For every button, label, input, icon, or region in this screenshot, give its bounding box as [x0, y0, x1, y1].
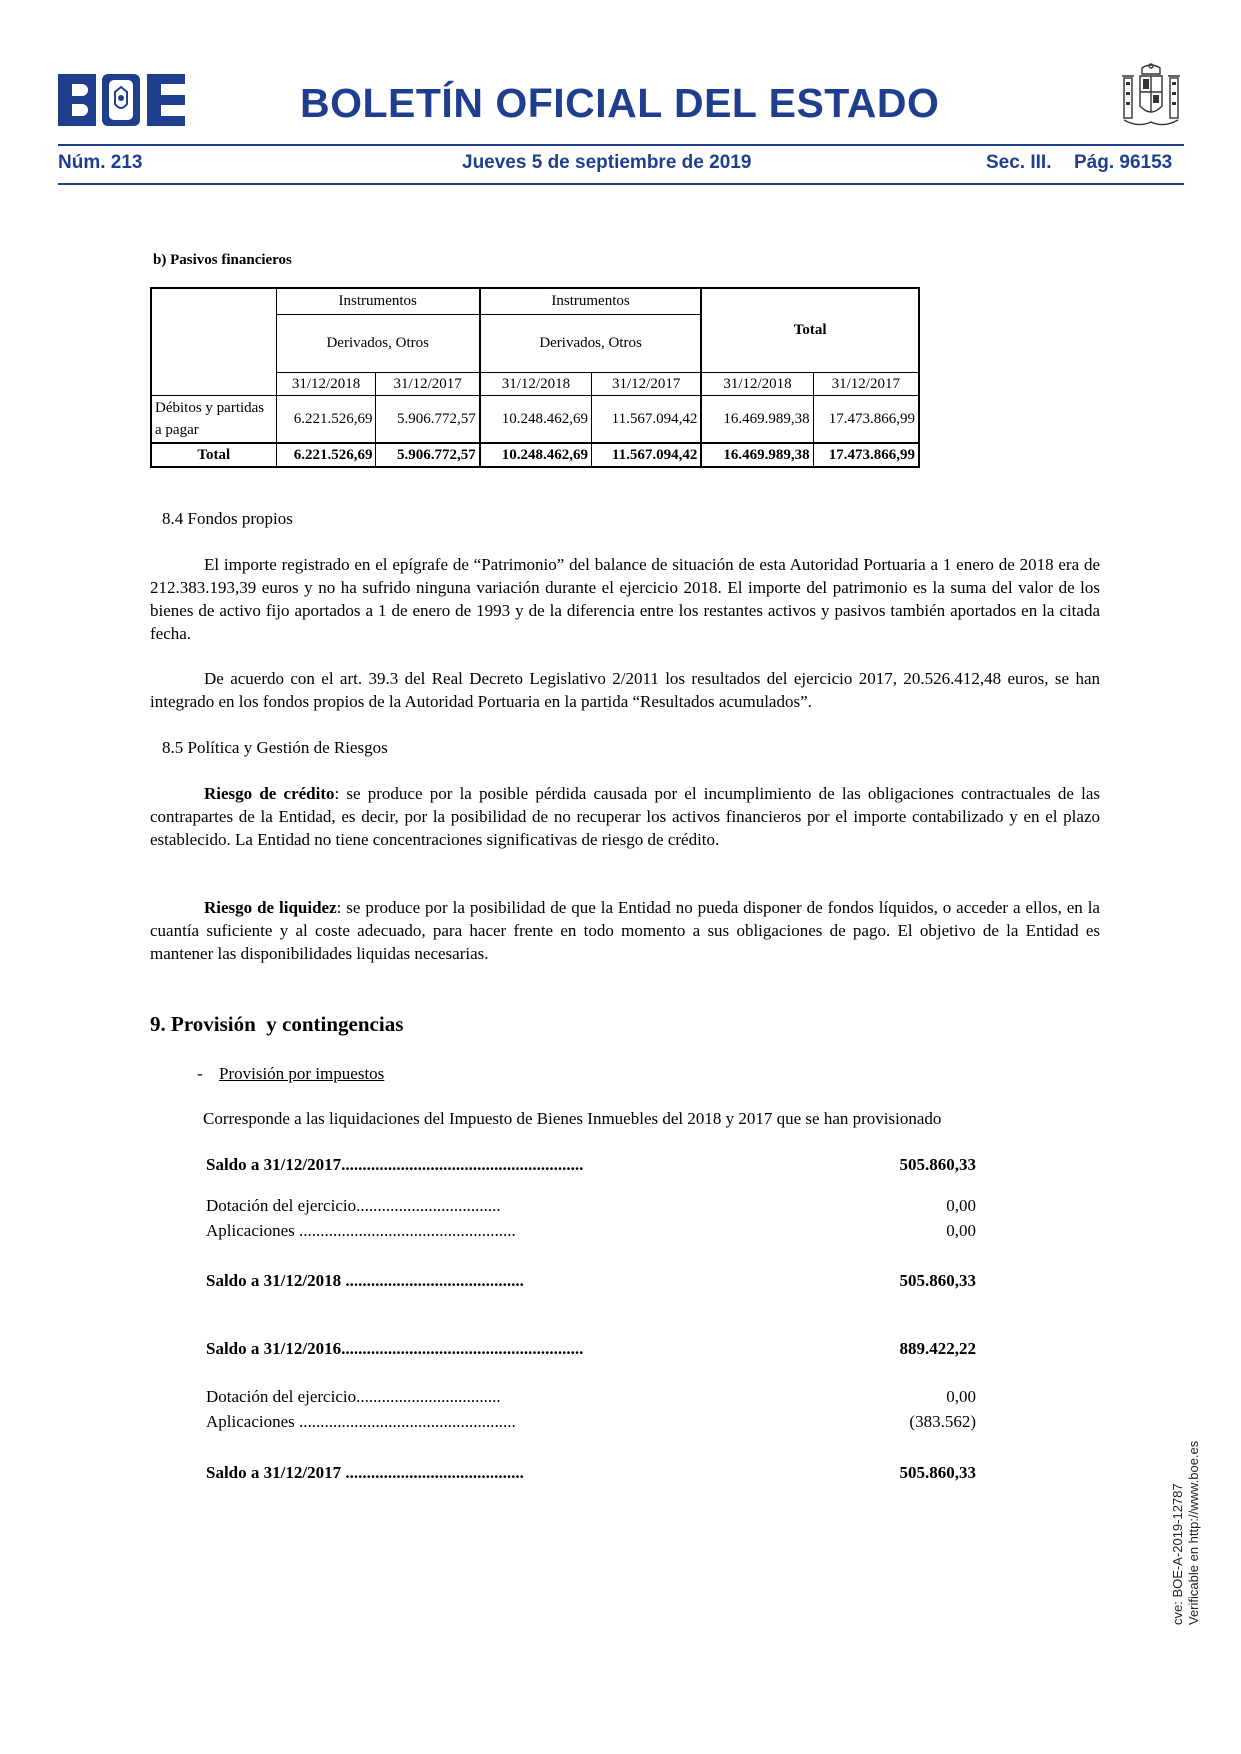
paragraph-text: : se produce por la posible pérdida causada por el incumplimiento de las obligaciones contractuales de las contrapartes de la Entidad, es decir, por la posibilidad de no recuperar los activos financieros por el importe contabilizado y en el plazo establecido. La Entidad no tiene concentraciones significativas de riesgo de crédito. — [150, 784, 1100, 849]
table-cell: 16.469.989,38 — [701, 395, 813, 443]
table-row-label: Débitos y partidas a pagar — [151, 395, 276, 443]
table-group-header: Instrumentos — [276, 288, 480, 314]
logo-letter-e — [147, 74, 185, 126]
header-rule-bottom — [58, 183, 1184, 185]
aplicaciones-value: 0,00 — [946, 1221, 976, 1240]
dotacion-label: Dotación del ejercicio.................................. — [206, 1196, 501, 1215]
table-total-cell: 6.221.526,69 — [276, 443, 376, 467]
table-total-cell: 11.567.094,42 — [592, 443, 702, 467]
paragraph-text: El importe registrado en el epígrafe de “Patrimonio” del balance de situación de esta Autoridad Portuaria a 1 enero de 2018 era de 212.383.193,39 euros y no ha sufrido ninguna variación durante el ejercicio 2018. El importe del patrimonio es la suma del valor de los bienes de activo fijo aportados a 1 de enero de 1993 y de la diferencia entre los restantes activos y pasivos también aportados en la citada fecha. — [150, 555, 1100, 643]
closing-balance-label: Saldo a 31/12/2017 .......................................... — [206, 1463, 524, 1482]
table-date-header: 31/12/2018 — [276, 372, 376, 395]
table-total-cell: 10.248.462,69 — [480, 443, 592, 467]
table-date-header: 31/12/2018 — [480, 372, 592, 395]
table-total-cell: 5.906.772,57 — [376, 443, 480, 467]
cve-code: cve: BOE-A-2019-12787 — [1170, 1483, 1185, 1625]
issue-date: Jueves 5 de septiembre de 2019 — [462, 152, 752, 173]
section-8-4-heading: 8.4 Fondos propios — [162, 509, 293, 528]
table-row — [151, 395, 919, 443]
liquidity-risk-paragraph — [150, 896, 1100, 965]
table-total-header: Total — [701, 288, 919, 372]
opening-balance-label: Saldo a 31/12/2017......................................................... — [206, 1155, 584, 1174]
closing-balance-value: 505.860,33 — [899, 1463, 976, 1482]
table-cell: 5.906.772,57 — [376, 395, 480, 443]
dotacion-value: 0,00 — [946, 1387, 976, 1406]
spain-coat-of-arms-icon — [1118, 62, 1184, 132]
liquidity-risk-term: Riesgo de liquidez — [204, 898, 337, 917]
opening-balance-value: 505.860,33 — [899, 1155, 976, 1174]
credit-risk-paragraph — [150, 782, 1100, 851]
list-dash: - — [197, 1064, 203, 1083]
table-subgroup-header: Derivados, Otros — [276, 314, 480, 372]
dotacion-value: 0,00 — [946, 1196, 976, 1215]
table-corner-cell — [151, 288, 276, 395]
table-caption: b) Pasivos financieros — [153, 252, 292, 268]
logo-letter-b — [58, 74, 96, 126]
table-cell: 17.473.866,99 — [813, 395, 919, 443]
page-number: Pág. 96153 — [1074, 152, 1173, 173]
verification-footer — [1170, 1441, 1202, 1625]
fondos-propios-paragraph-2 — [150, 667, 1100, 713]
aplicaciones-label: Aplicaciones ................................................... — [206, 1221, 516, 1240]
header-rule-top — [58, 144, 1184, 146]
table-total-row — [151, 443, 919, 467]
paragraph-text: : se produce por la posibilidad de que la Entidad no pueda disponer de fondos líquidos, o acceder a ellos, en la cuantía suficiente y al coste adecuado, para hacer frente en todo momento a sus obligaciones de pago. El objetivo de la Entidad es mantener las disponibilidades liquidas necesarias. — [150, 898, 1100, 963]
paragraph-text: De acuerdo con el art. 39.3 del Real Decreto Legislativo 2/2011 los resultados del ejercicio 2017, 20.526.412,48 euros, se han integrado en los fondos propios de la Autoridad Portuaria en la partida “Resultados acumulados”. — [150, 669, 1100, 711]
table-subgroup-header: Derivados, Otros — [480, 314, 702, 372]
table-date-header: 31/12/2017 — [376, 372, 480, 395]
table-cell: 11.567.094,42 — [592, 395, 702, 443]
logo-letter-o — [102, 74, 140, 126]
section-9-heading: 9. Provisión y contingencias — [150, 1012, 404, 1036]
provision-subheading: Provisión por impuestos — [219, 1064, 385, 1083]
table-total-label: Total — [151, 443, 276, 467]
bulletin-title: BOLETÍN OFICIAL DEL ESTADO — [300, 80, 940, 126]
fondos-propios-paragraph-1 — [150, 553, 1100, 645]
table-cell: 6.221.526,69 — [276, 395, 376, 443]
aplicaciones-value: (383.562) — [909, 1412, 976, 1431]
table-cell: 10.248.462,69 — [480, 395, 592, 443]
section-8-5-heading: 8.5 Política y Gestión de Riesgos — [162, 738, 388, 757]
closing-balance-value: 505.860,33 — [899, 1271, 976, 1290]
aplicaciones-label: Aplicaciones ................................................... — [206, 1412, 516, 1431]
dotacion-label: Dotación del ejercicio.................................. — [206, 1387, 501, 1406]
credit-risk-term: Riesgo de crédito — [204, 784, 335, 803]
financial-liabilities-table — [150, 287, 920, 468]
boe-logo — [58, 74, 185, 126]
issue-number: Núm. 213 — [58, 152, 143, 173]
section-label: Sec. III. — [986, 152, 1052, 173]
table-total-cell: 17.473.866,99 — [813, 443, 919, 467]
table-total-cell: 16.469.989,38 — [701, 443, 813, 467]
closing-balance-label: Saldo a 31/12/2018 .......................................... — [206, 1271, 524, 1290]
verification-url[interactable]: Verificable en http://www.boe.es — [1186, 1440, 1201, 1625]
table-date-header: 31/12/2017 — [592, 372, 702, 395]
opening-balance-label: Saldo a 31/12/2016......................................................... — [206, 1339, 584, 1358]
table-group-header: Instrumentos — [480, 288, 702, 314]
table-date-header: 31/12/2017 — [813, 372, 919, 395]
opening-balance-value: 889.422,22 — [899, 1339, 976, 1358]
table-date-header: 31/12/2018 — [701, 372, 813, 395]
provision-intro: Corresponde a las liquidaciones del Impuesto de Bienes Inmuebles del 2018 y 2017 que se han provisionado — [203, 1109, 942, 1128]
